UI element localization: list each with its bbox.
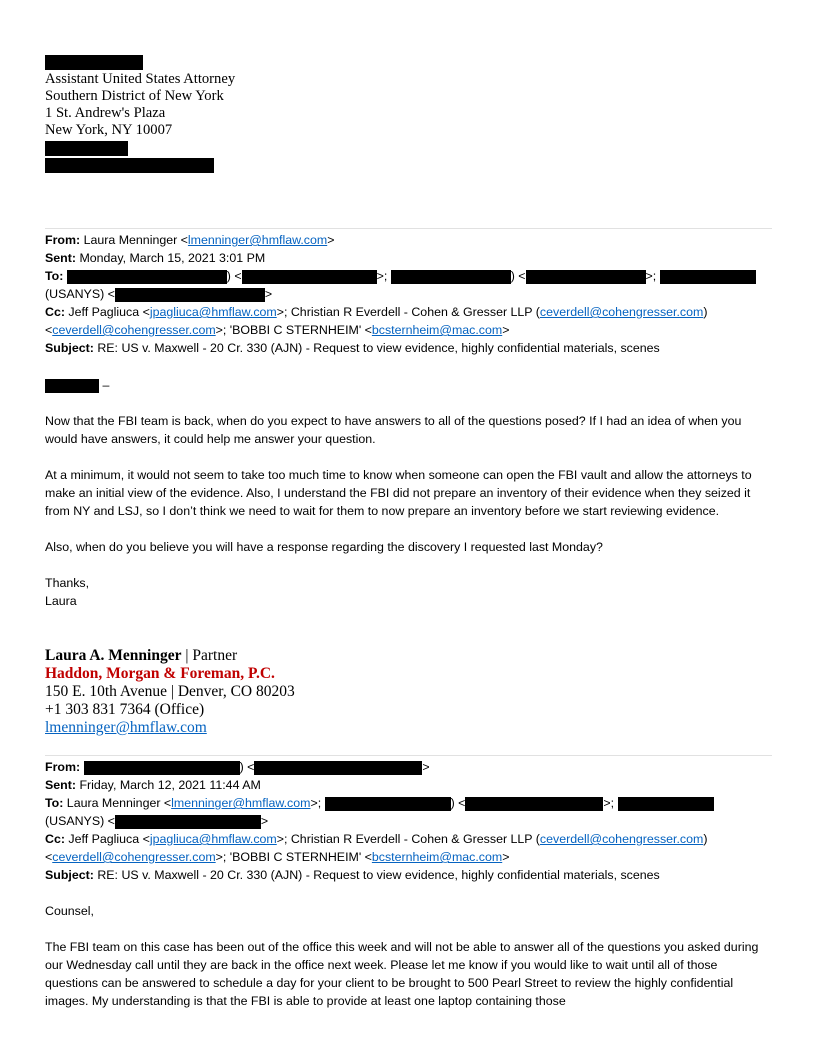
email1-header	[45, 231, 772, 357]
from-text: >	[422, 760, 430, 774]
cc-text: )	[703, 832, 708, 846]
to-text: (USANYS) <	[45, 814, 115, 828]
redacted-recipient	[526, 270, 646, 284]
to-text: >;	[645, 269, 660, 283]
sender-city: New York, NY 10007	[45, 122, 173, 138]
redacted-phone	[45, 141, 128, 156]
redacted-recipient	[465, 797, 603, 811]
to-text: (USANYS) <	[45, 287, 115, 301]
cc-row-continued	[45, 848, 772, 866]
from-close: >	[327, 233, 335, 247]
signature	[45, 647, 295, 737]
cc-email-link[interactable]: ceverdell@cohengresser.com	[52, 850, 216, 864]
to-text: >	[264, 287, 273, 301]
from-row	[45, 231, 772, 249]
cc-row	[45, 303, 772, 321]
redacted-name	[45, 55, 143, 70]
to-text: ) <	[510, 269, 526, 283]
to-text: >;	[310, 796, 325, 810]
body-paragraph: Now that the FBI team is back, when do you expect to have answers to all of the questions posed? If I had an idea of when you would have answers, it could help me answer your question.	[45, 414, 742, 446]
closing-name: Laura	[45, 594, 77, 608]
redacted-email	[45, 158, 214, 173]
signature-name: Laura A. Menninger	[45, 647, 182, 664]
from-name: Laura Menninger <	[83, 233, 188, 247]
redacted-sender-email	[254, 761, 422, 775]
to-text: ) <	[226, 269, 242, 283]
to-text: Laura Menninger <	[66, 796, 172, 810]
to-row	[45, 267, 772, 285]
cc-row-continued	[45, 321, 772, 339]
redacted-recipient	[391, 270, 511, 284]
to-text: >;	[376, 269, 391, 283]
cc-text: >; 'BOBBI C STERNHEIM' <	[215, 323, 372, 337]
body-paragraph: The FBI team on this case has been out of the office this week and will not be able to answer all of the questions you asked during our Wednesday call until they are back in the office next week. Please let me know if you would like to wait until all of those questions can be answered to schedule a day for your client to be brought to 500 Pearl Street to review the highly confidential images. My understanding is that the FBI is able to provide at least one laptop containing those	[45, 940, 759, 1008]
from-row	[45, 758, 772, 776]
redacted-recipient	[242, 270, 377, 284]
cc-email-link[interactable]: ceverdell@cohengresser.com	[539, 832, 704, 846]
sender-title: Assistant United States Attorney	[45, 71, 236, 87]
cc-email-link[interactable]: bcsternheim@mac.com	[371, 323, 503, 337]
sent-label: Sent:	[45, 251, 76, 265]
cc-label: Cc:	[45, 305, 65, 319]
cc-email-link[interactable]: jpagliuca@hmflaw.com	[149, 832, 277, 846]
greeting	[45, 376, 760, 394]
subject-label: Subject:	[45, 341, 94, 355]
body-paragraph: Also, when do you believe you will have a response regarding the discovery I requested last Monday?	[45, 540, 603, 554]
cc-email-link[interactable]: ceverdell@cohengresser.com	[539, 305, 704, 319]
subject-row	[45, 339, 772, 357]
from-email-link[interactable]: lmenninger@hmflaw.com	[187, 233, 328, 247]
cc-text: <	[45, 850, 53, 864]
cc-text: >; Christian R Everdell - Cohen & Gresser LLP (	[276, 832, 540, 846]
from-text: ) <	[239, 760, 255, 774]
redacted-recipient	[115, 288, 265, 302]
to-label: To:	[45, 796, 64, 810]
email1-body	[45, 376, 760, 610]
signature-firm: Haddon, Morgan & Foreman, P.C.	[45, 665, 275, 682]
email2-body	[45, 902, 760, 1010]
sent-value: Friday, March 12, 2021 11:44 AM	[79, 778, 261, 792]
cc-text: )	[703, 305, 708, 319]
sent-row	[45, 249, 772, 267]
closing: Thanks,	[45, 576, 90, 590]
to-row-continued	[45, 812, 772, 830]
cc-label: Cc:	[45, 832, 65, 846]
to-row	[45, 794, 772, 812]
redacted-greeting-name	[45, 379, 99, 393]
cc-text: >; Christian R Everdell - Cohen & Gresser LLP (	[276, 305, 540, 319]
subject-row	[45, 866, 772, 884]
redacted-recipient	[660, 270, 756, 284]
to-text: >;	[603, 796, 618, 810]
sender-office: Southern District of New York	[45, 88, 224, 104]
signature-email-row	[45, 719, 295, 737]
subject-value: RE: US v. Maxwell - 20 Cr. 330 (AJN) - Request to view evidence, highly confidential materials, scenes	[97, 868, 660, 882]
divider	[45, 228, 772, 229]
subject-label: Subject:	[45, 868, 94, 882]
cc-email-link[interactable]: bcsternheim@mac.com	[371, 850, 503, 864]
sent-row	[45, 776, 772, 794]
redacted-recipient	[325, 797, 451, 811]
subject-value: RE: US v. Maxwell - 20 Cr. 330 (AJN) - Request to view evidence, highly confidential materials, scenes	[97, 341, 660, 355]
to-text: >	[260, 814, 269, 828]
email2-header	[45, 758, 772, 884]
redacted-sender	[84, 761, 240, 775]
cc-text: >; 'BOBBI C STERNHEIM' <	[215, 850, 372, 864]
cc-text: >	[502, 850, 510, 864]
sender-block	[45, 55, 235, 173]
body-paragraph: At a minimum, it would not seem to take too much time to know when someone can open the FBI vault and allow the attorneys to make an initial view of the evidence. Also, I understand the FBI did not prepare an inventory of their evidence when they seized it from NY and LSJ, so I don’t think we need to wait for them to now prepare an inventory before we start reviewing evidence.	[45, 468, 752, 518]
from-label: From:	[45, 233, 81, 247]
sent-label: Sent:	[45, 778, 76, 792]
cc-email-link[interactable]: jpagliuca@hmflaw.com	[149, 305, 277, 319]
redacted-recipient	[618, 797, 714, 811]
divider	[45, 755, 772, 756]
to-email-link[interactable]: lmenninger@hmflaw.com	[171, 796, 311, 810]
signature-address: 150 E. 10th Avenue | Denver, CO 80203	[45, 683, 295, 700]
redacted-recipient	[115, 815, 261, 829]
cc-email-link[interactable]: ceverdell@cohengresser.com	[52, 323, 216, 337]
signature-name-line	[45, 647, 295, 665]
to-text: ) <	[450, 796, 466, 810]
greeting: Counsel,	[45, 904, 94, 918]
to-row-continued	[45, 285, 772, 303]
cc-text: <	[45, 323, 53, 337]
cc-text: Jeff Pagliuca <	[68, 305, 150, 319]
greeting-dash: –	[102, 378, 110, 392]
cc-text: >	[502, 323, 510, 337]
from-label: From:	[45, 760, 81, 774]
sender-street: 1 St. Andrew's Plaza	[45, 105, 166, 121]
cc-text: Jeff Pagliuca <	[68, 832, 150, 846]
signature-phone: +1 303 831 7364 (Office)	[45, 701, 205, 718]
signature-email-link[interactable]: lmenninger@hmflaw.com	[45, 719, 207, 736]
to-label: To:	[45, 269, 64, 283]
signature-title: | Partner	[181, 647, 238, 664]
redacted-recipient	[67, 270, 227, 284]
cc-row	[45, 830, 772, 848]
sent-value: Monday, March 15, 2021 3:01 PM	[79, 251, 266, 265]
